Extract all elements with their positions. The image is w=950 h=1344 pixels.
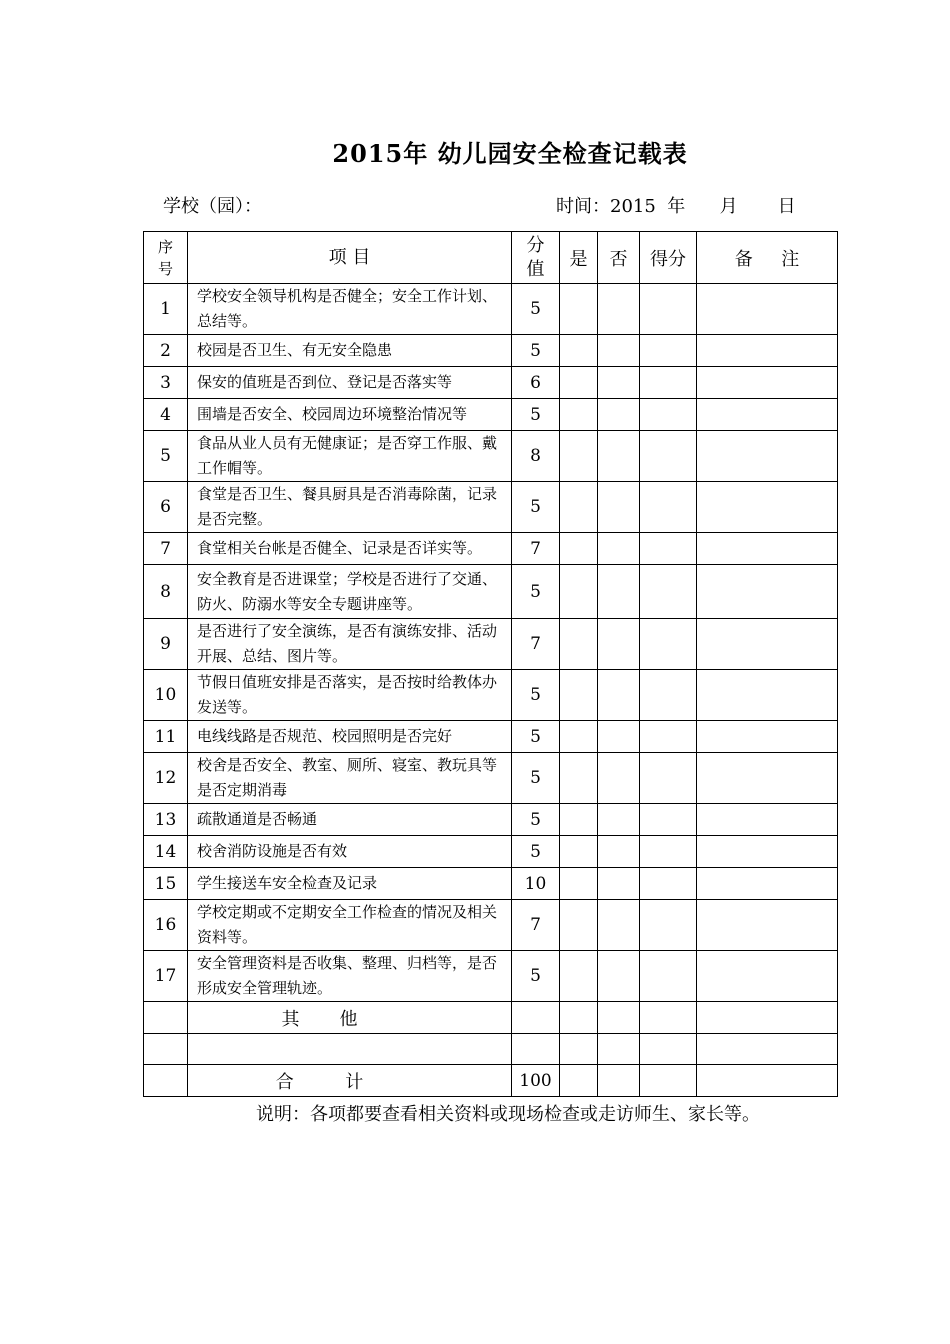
row-item-text: 是否进行了安全演练，是否有演练安排、活动开展、总结、图片等。: [188, 619, 512, 670]
header-no-col: 否: [598, 232, 640, 284]
row-yes-cell[interactable]: [560, 565, 598, 619]
table-row: [144, 836, 838, 868]
total-row: [144, 1065, 838, 1097]
table-row: [144, 721, 838, 753]
row-yes-cell[interactable]: [560, 399, 598, 431]
blank-cell[interactable]: [598, 1034, 640, 1065]
time-label: 时间：2015 年 月 日: [556, 196, 796, 217]
row-note-cell[interactable]: [697, 804, 838, 836]
row-no-cell[interactable]: [598, 399, 640, 431]
row-got-cell[interactable]: [640, 900, 697, 951]
row-number: 10: [144, 670, 188, 721]
table-row: [144, 482, 838, 533]
row-score: 5: [512, 482, 560, 533]
row-note-cell[interactable]: [697, 951, 838, 1002]
total-label: 合 计: [188, 1065, 512, 1097]
row-got-cell[interactable]: [640, 335, 697, 367]
blank-cell[interactable]: [697, 1034, 838, 1065]
blank-cell[interactable]: [640, 1034, 697, 1065]
table-row: [144, 900, 838, 951]
table-row: [144, 868, 838, 900]
row-number: 17: [144, 951, 188, 1002]
row-item-text: 节假日值班安排是否落实，是否按时给教体办发送等。: [188, 670, 512, 721]
total-got-cell[interactable]: [640, 1065, 697, 1097]
row-no-cell[interactable]: [598, 367, 640, 399]
row-item-text: 学生接送车安全检查及记录: [188, 868, 512, 900]
row-got-cell[interactable]: [640, 951, 697, 1002]
row-item-text: 校园是否卫生、有无安全隐患: [188, 335, 512, 367]
row-note-cell[interactable]: [697, 868, 838, 900]
row-item-text: 食堂相关台帐是否健全、记录是否详实等。: [188, 533, 512, 565]
row-note-cell[interactable]: [697, 284, 838, 335]
table-row: [144, 565, 838, 619]
row-score: 5: [512, 753, 560, 804]
row-no-cell[interactable]: [598, 836, 640, 868]
row-got-cell[interactable]: [640, 804, 697, 836]
blank-cell: [512, 1034, 560, 1065]
row-yes-cell[interactable]: [560, 951, 598, 1002]
row-yes-cell[interactable]: [560, 670, 598, 721]
row-item-text: 安全教育是否进课堂；学校是否进行了交通、防火、防溺水等安全专题讲座等。: [188, 565, 512, 619]
row-got-cell[interactable]: [640, 753, 697, 804]
row-got-cell[interactable]: [640, 619, 697, 670]
row-score: 7: [512, 900, 560, 951]
total-note-cell[interactable]: [697, 1065, 838, 1097]
row-number: 11: [144, 721, 188, 753]
row-number: 13: [144, 804, 188, 836]
header-item: 项 目: [188, 232, 512, 284]
other-got-cell[interactable]: [640, 1002, 697, 1034]
table-row: [144, 670, 838, 721]
row-item-text: 保安的值班是否到位、登记是否落实等: [188, 367, 512, 399]
row-note-cell[interactable]: [697, 565, 838, 619]
row-item-text: 学校定期或不定期安全工作检查的情况及相关资料等。: [188, 900, 512, 951]
row-no-cell[interactable]: [598, 533, 640, 565]
row-number: 3: [144, 367, 188, 399]
table-row: [144, 335, 838, 367]
table-row: [144, 951, 838, 1002]
page-title: 2015年 幼儿园安全检查记载表: [332, 139, 688, 168]
row-yes-cell[interactable]: [560, 431, 598, 482]
row-no-cell[interactable]: [598, 900, 640, 951]
blank-cell[interactable]: [560, 1034, 598, 1065]
row-number: 9: [144, 619, 188, 670]
row-no-cell[interactable]: [598, 721, 640, 753]
other-no-cell: [144, 1002, 188, 1034]
row-score: 5: [512, 804, 560, 836]
school-label: 学校（园）：: [163, 196, 262, 217]
row-no-cell[interactable]: [598, 951, 640, 1002]
row-yes-cell[interactable]: [560, 619, 598, 670]
inspection-table: [143, 231, 838, 1097]
row-no-cell[interactable]: [598, 565, 640, 619]
table-row: [144, 619, 838, 670]
row-note-cell[interactable]: [697, 619, 838, 670]
row-note-cell[interactable]: [697, 482, 838, 533]
row-note-cell[interactable]: [697, 533, 838, 565]
row-note-cell[interactable]: [697, 670, 838, 721]
row-score: 8: [512, 431, 560, 482]
blank-cell[interactable]: [188, 1034, 512, 1065]
row-score: 6: [512, 367, 560, 399]
row-item-text: 校舍是否安全、教室、厕所、寝室、教玩具等是否定期消毒: [188, 753, 512, 804]
row-no-cell[interactable]: [598, 284, 640, 335]
row-got-cell[interactable]: [640, 565, 697, 619]
row-score: 5: [512, 565, 560, 619]
blank-row: [144, 1034, 838, 1065]
total-score: 100: [512, 1065, 560, 1097]
row-number: 7: [144, 533, 188, 565]
table-row: [144, 533, 838, 565]
total-no-cell: [144, 1065, 188, 1097]
total-no-col-cell: [598, 1065, 640, 1097]
row-no-cell[interactable]: [598, 619, 640, 670]
row-item-text: 围墙是否安全、校园周边环境整治情况等: [188, 399, 512, 431]
row-got-cell[interactable]: [640, 482, 697, 533]
row-yes-cell[interactable]: [560, 335, 598, 367]
row-got-cell[interactable]: [640, 721, 697, 753]
other-label: 其 他: [188, 1002, 512, 1034]
row-number: 8: [144, 565, 188, 619]
row-yes-cell[interactable]: [560, 721, 598, 753]
row-item-text: 食堂是否卫生、餐具厨具是否消毒除菌，记录是否完整。: [188, 482, 512, 533]
header-yes: 是: [560, 232, 598, 284]
row-number: 4: [144, 399, 188, 431]
row-score: 10: [512, 868, 560, 900]
row-no-cell[interactable]: [598, 753, 640, 804]
row-score: 5: [512, 670, 560, 721]
table-row: [144, 753, 838, 804]
row-got-cell[interactable]: [640, 367, 697, 399]
row-yes-cell[interactable]: [560, 753, 598, 804]
row-got-cell[interactable]: [640, 431, 697, 482]
row-no-cell[interactable]: [598, 670, 640, 721]
row-yes-cell[interactable]: [560, 804, 598, 836]
other-no-col-cell[interactable]: [598, 1002, 640, 1034]
table-row: [144, 367, 838, 399]
table-row: [144, 284, 838, 335]
row-note-cell[interactable]: [697, 335, 838, 367]
row-no-cell[interactable]: [598, 482, 640, 533]
row-no-cell[interactable]: [598, 868, 640, 900]
row-item-text: 疏散通道是否畅通: [188, 804, 512, 836]
row-score: 5: [512, 284, 560, 335]
row-note-cell[interactable]: [697, 753, 838, 804]
row-yes-cell[interactable]: [560, 533, 598, 565]
row-got-cell[interactable]: [640, 399, 697, 431]
other-row: [144, 1002, 838, 1034]
row-note-cell[interactable]: [697, 836, 838, 868]
total-yes-cell: [560, 1065, 598, 1097]
row-note-cell[interactable]: [697, 900, 838, 951]
row-item-text: 学校安全领导机构是否健全；安全工作计划、总结等。: [188, 284, 512, 335]
row-yes-cell[interactable]: [560, 900, 598, 951]
row-yes-cell[interactable]: [560, 367, 598, 399]
table-row: [144, 431, 838, 482]
header-note: 备 注: [697, 232, 838, 284]
row-number: 2: [144, 335, 188, 367]
row-item-text: 安全管理资料是否收集、整理、归档等，是否形成安全管理轨迹。: [188, 951, 512, 1002]
row-got-cell[interactable]: [640, 533, 697, 565]
row-number: 16: [144, 900, 188, 951]
row-number: 15: [144, 868, 188, 900]
row-no-cell[interactable]: [598, 804, 640, 836]
header-score: 分值: [512, 232, 560, 284]
row-number: 14: [144, 836, 188, 868]
row-note-cell[interactable]: [697, 431, 838, 482]
row-score: 5: [512, 721, 560, 753]
row-number: 12: [144, 753, 188, 804]
row-item-text: 校舍消防设施是否有效: [188, 836, 512, 868]
row-yes-cell[interactable]: [560, 284, 598, 335]
header-no: 序号: [144, 232, 188, 284]
row-score: 5: [512, 836, 560, 868]
row-got-cell[interactable]: [640, 670, 697, 721]
row-score: 7: [512, 619, 560, 670]
other-score-cell: [512, 1002, 560, 1034]
row-no-cell[interactable]: [598, 431, 640, 482]
other-note-cell[interactable]: [697, 1002, 838, 1034]
table-body: [144, 284, 838, 1002]
blank-cell: [144, 1034, 188, 1065]
row-got-cell[interactable]: [640, 868, 697, 900]
row-yes-cell[interactable]: [560, 868, 598, 900]
row-number: 6: [144, 482, 188, 533]
row-got-cell[interactable]: [640, 836, 697, 868]
row-item-text: 电线线路是否规范、校园照明是否完好: [188, 721, 512, 753]
row-score: 5: [512, 951, 560, 1002]
row-got-cell[interactable]: [640, 284, 697, 335]
row-yes-cell[interactable]: [560, 482, 598, 533]
row-score: 5: [512, 335, 560, 367]
other-yes-cell[interactable]: [560, 1002, 598, 1034]
row-item-text: 食品从业人员有无健康证；是否穿工作服、戴工作帽等。: [188, 431, 512, 482]
row-number: 5: [144, 431, 188, 482]
row-yes-cell[interactable]: [560, 836, 598, 868]
row-note-cell[interactable]: [697, 721, 838, 753]
table-row: [144, 399, 838, 431]
row-note-cell[interactable]: [697, 367, 838, 399]
header-got: 得分: [640, 232, 697, 284]
footer-note: 说明：各项都要查看相关资料或现场检查或走访师生、家长等。: [256, 1104, 760, 1125]
row-note-cell[interactable]: [697, 399, 838, 431]
row-score: 7: [512, 533, 560, 565]
row-number: 1: [144, 284, 188, 335]
row-no-cell[interactable]: [598, 335, 640, 367]
row-score: 5: [512, 399, 560, 431]
table-row: [144, 804, 838, 836]
